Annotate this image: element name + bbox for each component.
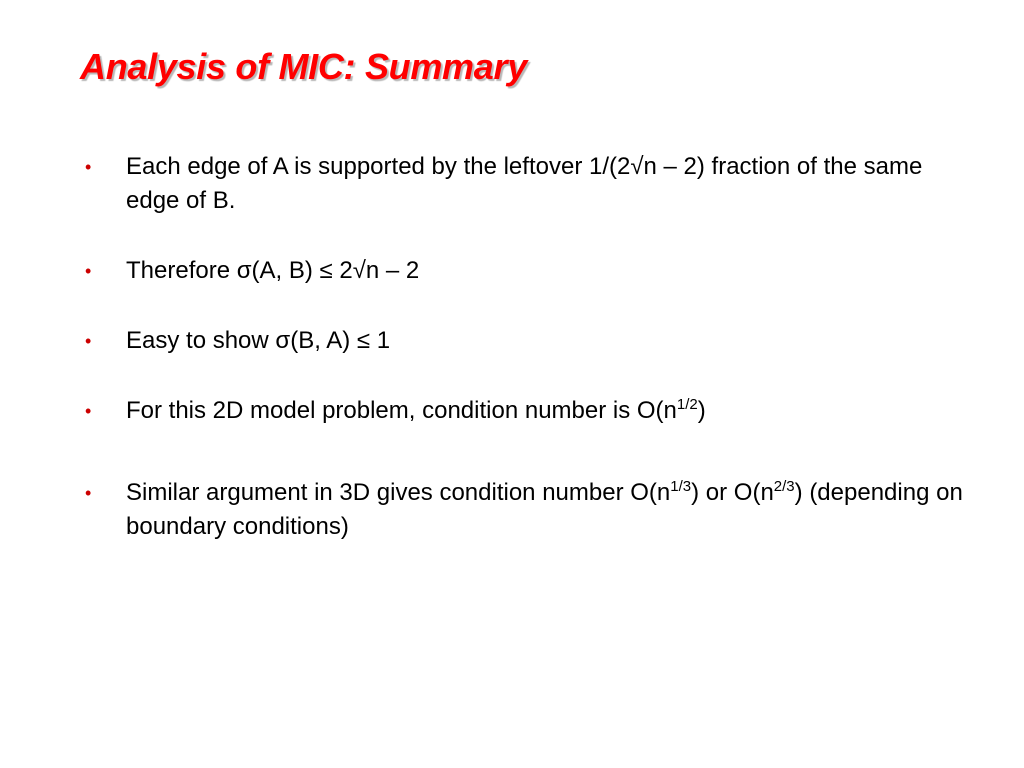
- exponent: 1/2: [676, 396, 698, 413]
- bullet-icon: •: [85, 483, 92, 503]
- bullet-text-after: ): [697, 397, 706, 424]
- bullet-text-after: ) (depending on boundary conditions): [126, 479, 963, 540]
- bullet-text-middle: ) or O(n: [691, 479, 774, 506]
- bullet-icon: •: [85, 401, 92, 421]
- bullet-list: [85, 150, 965, 544]
- bullet-item-5: [85, 476, 965, 544]
- bullet-icon: •: [85, 261, 92, 281]
- bullet-text: Each edge of A is supported by the leftover 1/(2√n – 2) fraction of the same edge of B.: [126, 153, 923, 214]
- bullet-icon: •: [85, 157, 92, 177]
- bullet-item-3: [85, 324, 965, 358]
- bullet-item-1: [85, 150, 965, 218]
- exponent: 1/3: [670, 478, 692, 495]
- bullet-item-2: [85, 254, 965, 288]
- bullet-text-before: For this 2D model problem, condition number is O(n: [126, 397, 677, 424]
- slide-title: Analysis of MIC: Summary: [80, 46, 527, 87]
- bullet-text: Therefore σ(A, B) ≤ 2√n – 2: [126, 257, 420, 284]
- exponent: 2/3: [773, 478, 795, 495]
- bullet-icon: •: [85, 331, 92, 351]
- bullet-text: Easy to show σ(B, A) ≤ 1: [126, 327, 391, 354]
- bullet-text-before: Similar argument in 3D gives condition number O(n: [126, 479, 671, 506]
- bullet-item-4: [85, 394, 965, 428]
